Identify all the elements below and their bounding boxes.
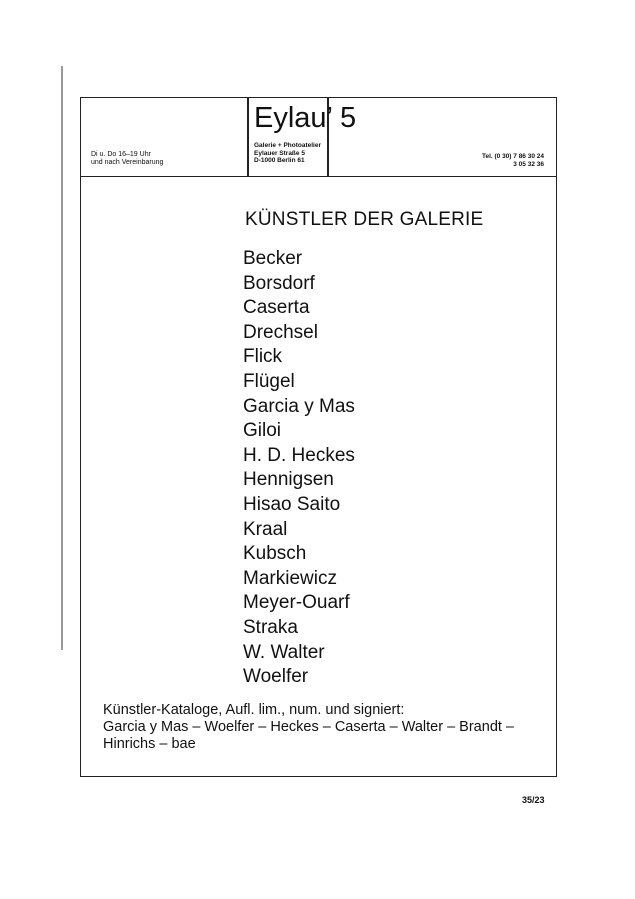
artist-name: Kraal — [243, 518, 288, 540]
catalog-note-line: Künstler-Kataloge, Aufl. lim., num. und signiert: — [103, 702, 405, 718]
artist-name: Caserta — [243, 297, 310, 319]
binding-line — [61, 66, 63, 650]
gallery-name: Eylau’ 5 — [254, 102, 357, 134]
artist-name: Woelfer — [243, 666, 309, 688]
opening-hours — [91, 151, 163, 167]
artist-name: Becker — [243, 248, 303, 269]
artist-name: Kubsch — [243, 543, 307, 565]
phone-numbers — [482, 153, 544, 169]
address-line: D-1000 Berlin 61 — [254, 157, 305, 164]
opening-hours-line: Di u. Do 16–19 Uhr — [91, 151, 151, 158]
address-line: Galerie + Photoatelier — [254, 142, 322, 149]
phone-line: 3 05 32 36 — [513, 161, 544, 168]
artists-heading: KÜNSTLER DER GALERIE — [245, 209, 484, 230]
artist-name: W. Walter — [243, 641, 325, 663]
artist-name: H. D. Heckes — [243, 444, 355, 466]
artist-name: Meyer-Ouarf — [243, 592, 350, 614]
artist-name: Flügel — [243, 370, 295, 392]
address-line: Eylauer Straße 5 — [254, 149, 305, 157]
artist-name: Markiewicz — [243, 567, 337, 589]
artist-name: Drechsel — [243, 321, 318, 343]
header-row — [81, 98, 556, 177]
gallery-address — [254, 142, 321, 165]
artist-name: Giloi — [243, 420, 282, 442]
artist-name: Hennigsen — [243, 469, 334, 491]
artist-name: Hisao Saito — [243, 493, 341, 515]
header-divider-left — [247, 98, 249, 177]
artist-name: Straka — [243, 616, 298, 638]
catalog-note-line: Hinrichs – bae — [103, 736, 196, 752]
phone-line: Tel. (0 30) 7 86 30 24 — [481, 153, 544, 160]
opening-hours-line: und nach Vereinbarung — [91, 159, 164, 166]
advertisement-frame — [80, 97, 557, 777]
artist-name: Garcia y Mas — [243, 395, 355, 417]
catalog-note — [103, 702, 543, 753]
artist-name: Borsdorf — [243, 272, 315, 294]
page-number: 35/23 — [522, 795, 545, 805]
catalog-note-line: Garcia y Mas – Woelfer – Heckes – Caserta – Walter – Brandt – — [103, 719, 514, 735]
artist-list — [243, 247, 355, 690]
artist-name: Flick — [243, 346, 283, 368]
